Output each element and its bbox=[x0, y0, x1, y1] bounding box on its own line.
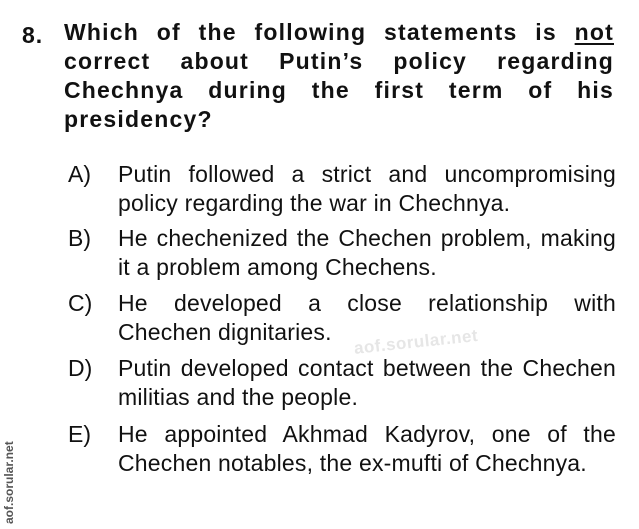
option-b-text: He chechenized the Chechen problem, making it a problem among Chechens. bbox=[118, 225, 616, 280]
option-d-letter: D) bbox=[68, 355, 93, 381]
option-a-letter: A) bbox=[68, 161, 91, 187]
option-e-text: He appointed Akhmad Kadyrov, one of the Chechen notables, the ex-mufti of Chechnya. bbox=[118, 421, 616, 476]
question-stem-start: Which of the following statements is bbox=[64, 19, 575, 45]
option-e-letter: E) bbox=[68, 421, 91, 447]
option-b-letter: B) bbox=[68, 225, 91, 251]
question-stem bbox=[64, 18, 614, 134]
option-c-text: He developed a close relationship with Chechen dignitaries. bbox=[118, 290, 616, 345]
option-c-letter: C) bbox=[68, 290, 93, 316]
question-negation: not bbox=[574, 19, 614, 45]
option-a-text: Putin followed a strict and uncompromising policy regarding the war in Chechnya. bbox=[118, 161, 616, 216]
question-stem-end: correct about Putin’s policy regarding Chechnya during the first term of his presidency? bbox=[64, 48, 614, 132]
option-d-text: Putin developed contact between the Chechen militias and the people. bbox=[118, 355, 616, 410]
watermark-center: aof.sorular.net bbox=[353, 325, 479, 358]
question-number: 8. bbox=[22, 22, 44, 48]
watermark-side: aof.sorular.net bbox=[2, 441, 16, 524]
